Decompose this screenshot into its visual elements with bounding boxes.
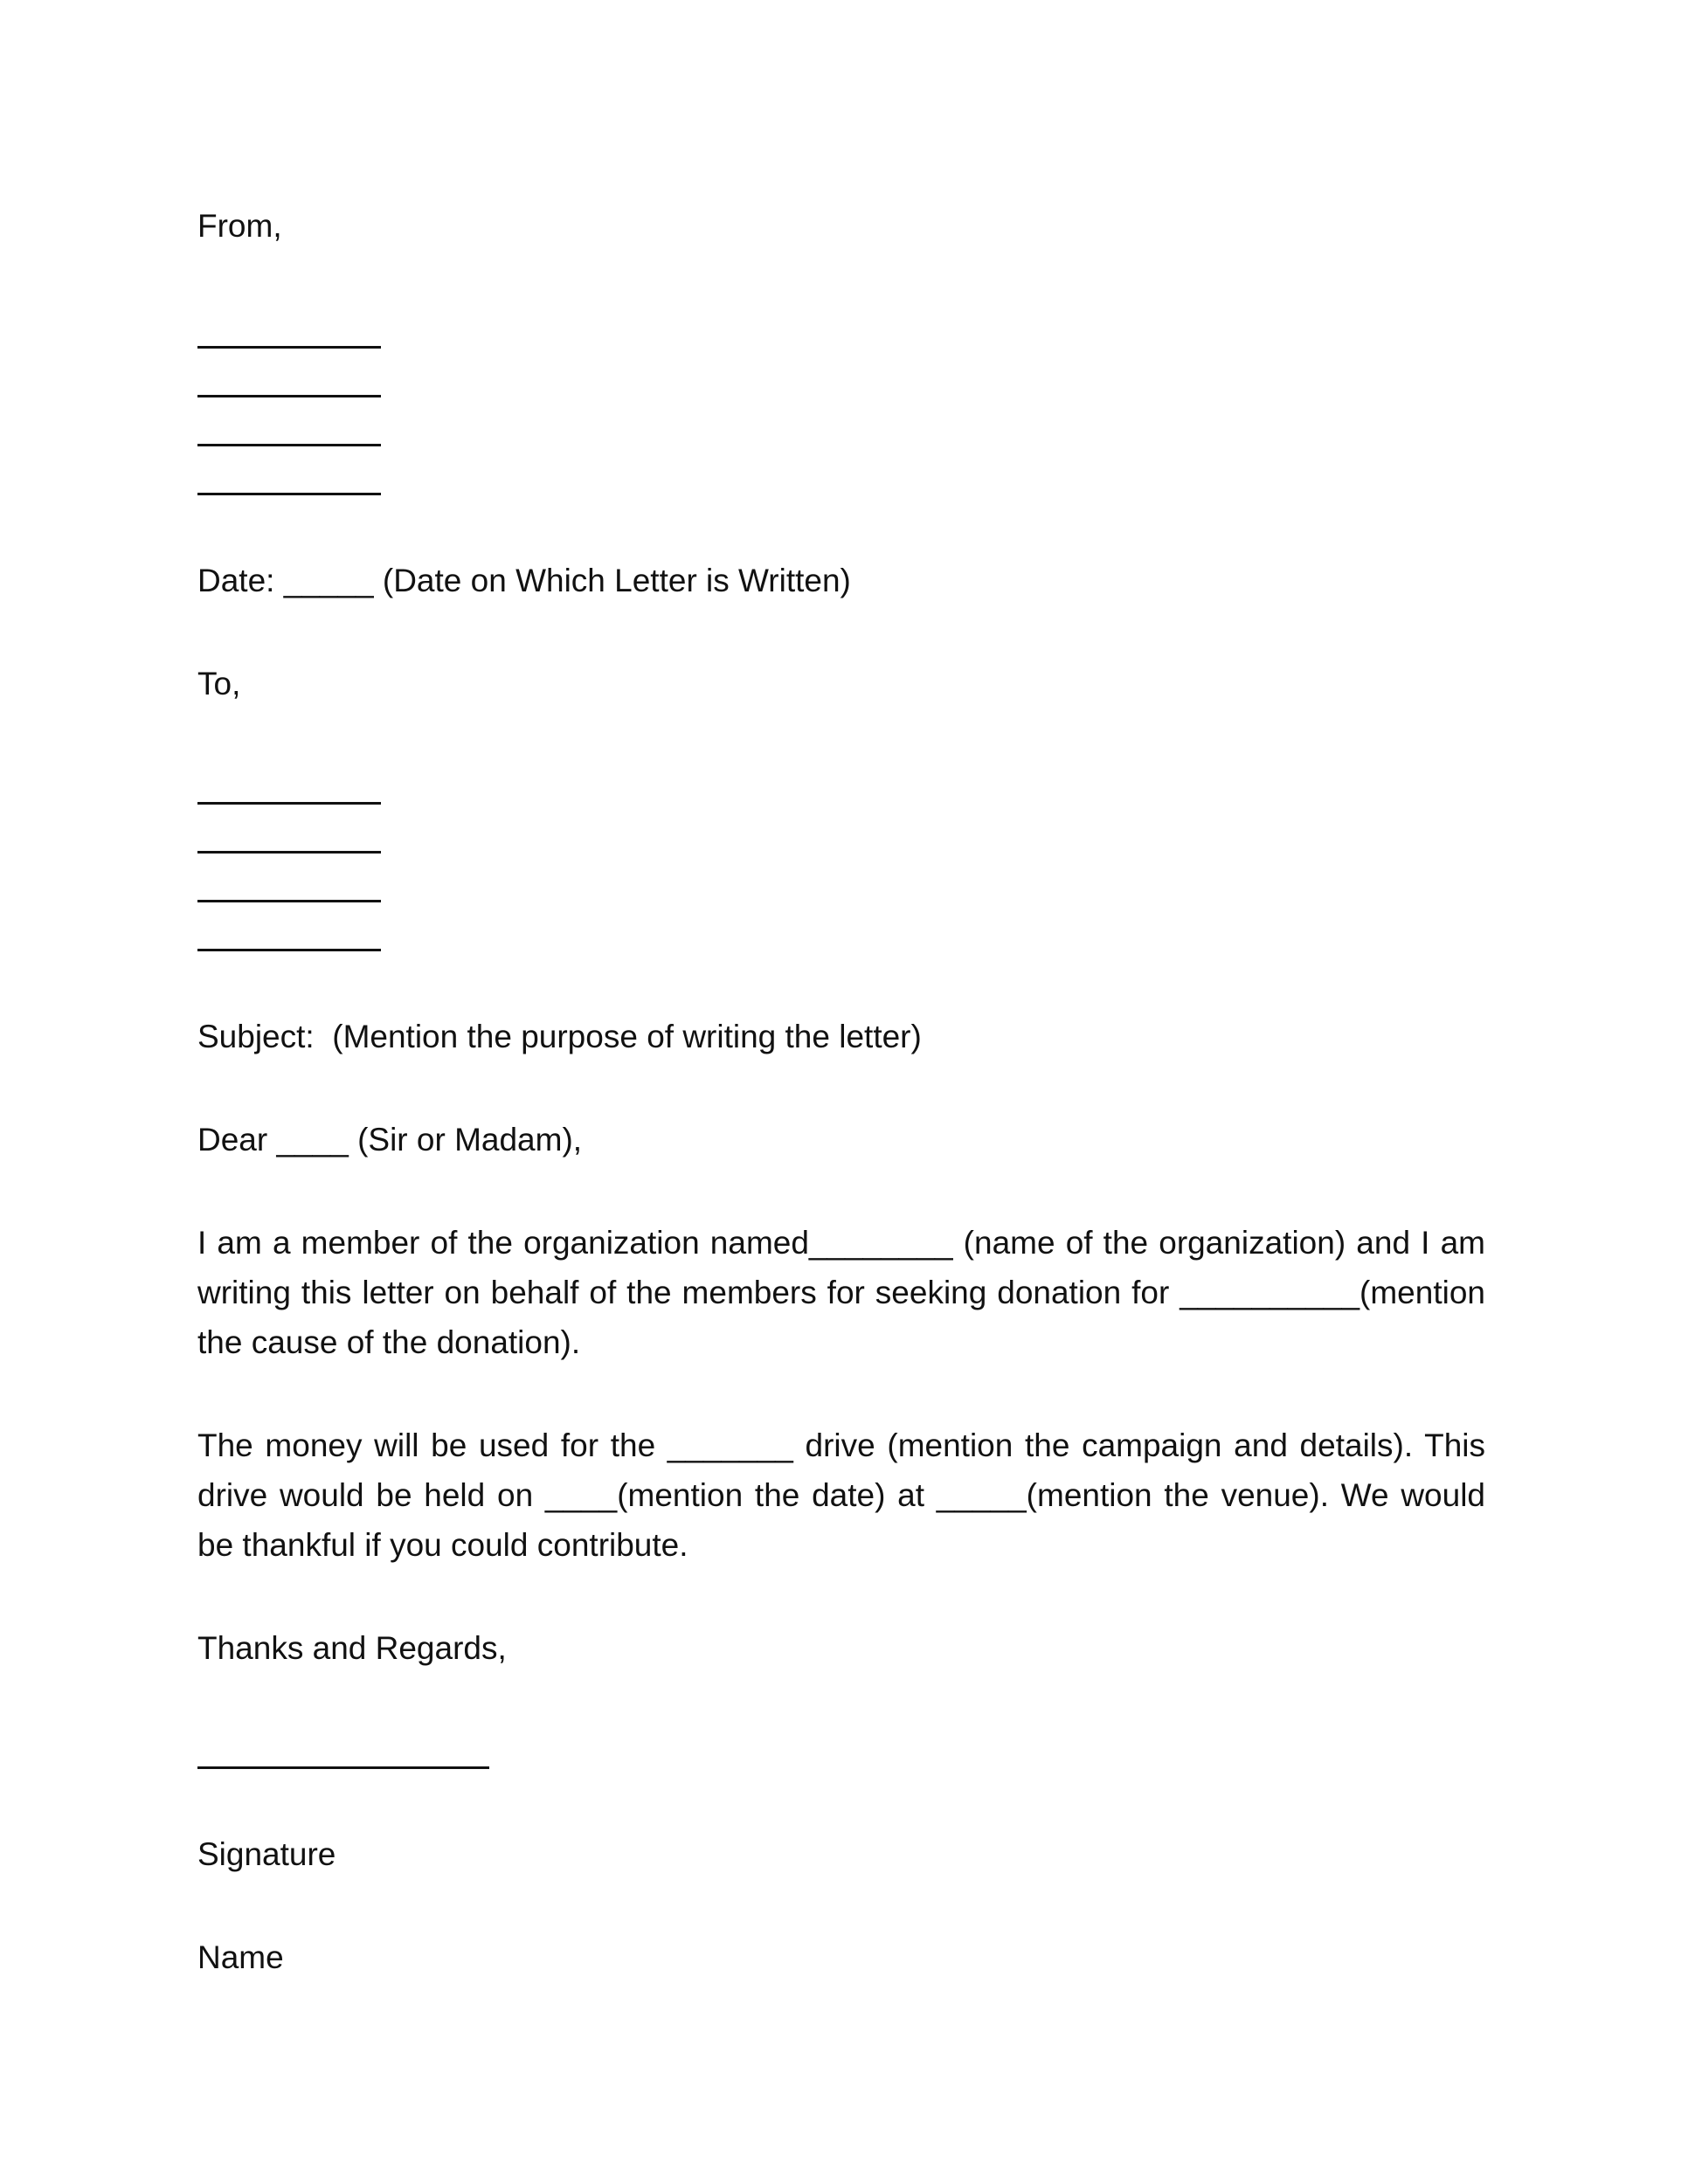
signature-label: Signature	[197, 1836, 336, 1872]
from-address-line-3	[197, 444, 381, 446]
from-address-line-4	[197, 493, 381, 495]
from-address-line-1	[197, 346, 381, 349]
to-address-line-2	[197, 851, 381, 854]
to-address-line-4	[197, 949, 381, 951]
name-label: Name	[197, 1939, 284, 1975]
to-address-line-1	[197, 802, 381, 805]
closing: Thanks and Regards,	[197, 1630, 507, 1666]
paragraph-2-line-3: be thankful if you could contribute.	[197, 1527, 688, 1563]
from-address-line-2	[197, 395, 381, 397]
paragraph-1-line-1: I am a member of the organization named________ (name of the organization) and I am	[197, 1225, 1485, 1261]
subject-line: Subject: (Mention the purpose of writing the letter)	[197, 1019, 922, 1054]
to-address-line-3	[197, 900, 381, 902]
paragraph-1-line-2: writing this letter on behalf of the members for seeking donation for __________(mention	[197, 1275, 1485, 1310]
date-line: Date: _____ (Date on Which Letter is Written)	[197, 563, 851, 598]
from-label: From,	[197, 208, 282, 244]
salutation: Dear ____ (Sir or Madam),	[197, 1122, 583, 1158]
to-label: To,	[197, 666, 241, 702]
signature-line	[197, 1766, 489, 1769]
paragraph-1-line-3: the cause of the donation).	[197, 1324, 581, 1360]
paragraph-2-line-2: drive would be held on ____(mention the date) at _____(mention the venue). We would	[197, 1477, 1485, 1513]
paragraph-2-line-1: The money will be used for the _______ drive (mention the campaign and details). This	[197, 1427, 1485, 1463]
